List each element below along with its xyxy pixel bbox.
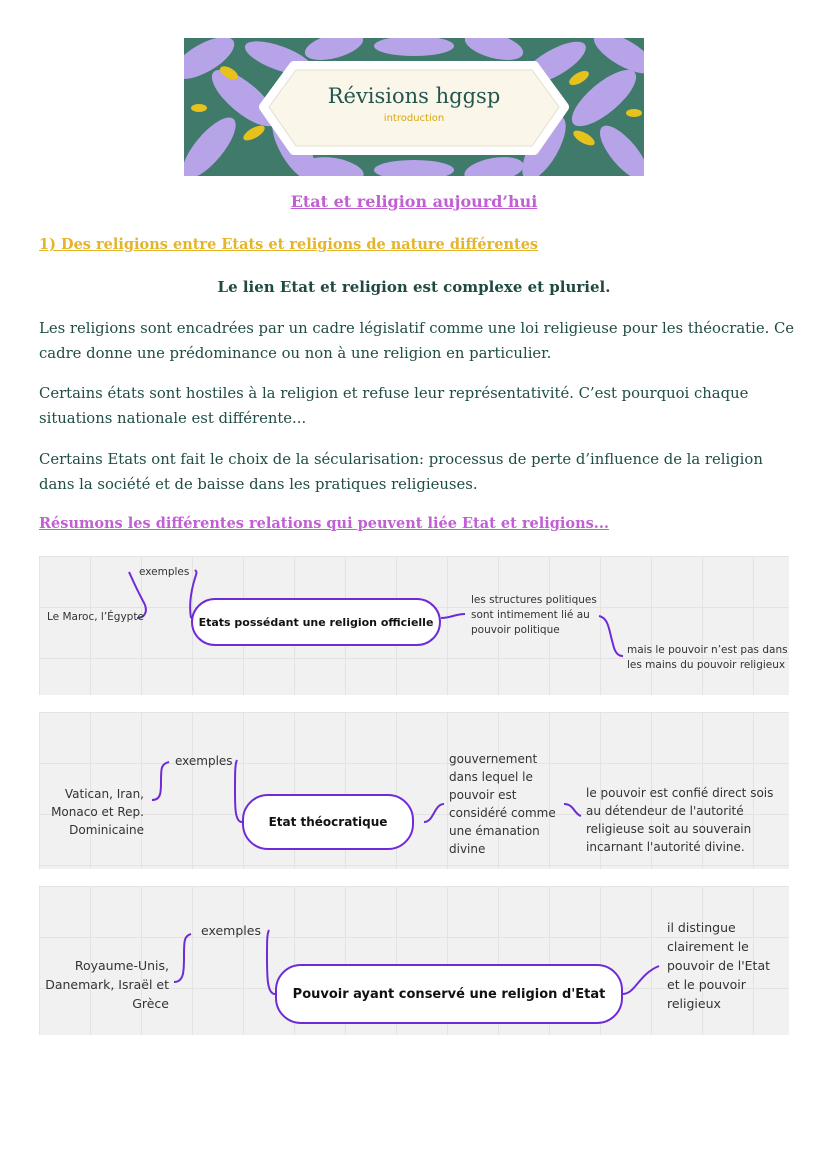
lead-statement: Le lien Etat et religion est complexe et pluriel. <box>217 278 611 296</box>
examples-label: exemples <box>201 923 261 938</box>
banner-subtitle: introduction <box>383 113 445 124</box>
node-state-religion: Pouvoir ayant conservé une religion d'Etat <box>275 964 623 1024</box>
node-theocratic-state: Etat théocratique <box>242 794 414 850</box>
page-title: Etat et religion aujourd’hui <box>290 192 538 211</box>
mindmap-theocratic-state <box>39 712 789 869</box>
mindmap-state-religion <box>39 886 789 1035</box>
examples-list: Le Maroc, l’Égypte <box>47 611 144 623</box>
paragraph: Les religions sont encadrées par un cadre législatif comme une loi religieuse pour les théocratie. Ce cadre donne une prédominance ou non à une religion en particulier. <box>39 320 795 362</box>
paragraph: Certains Etats ont fait le choix de la sécularisation: processus de perte d’influence de la religion dans la société et de baisse dans les pratiques religieuses. <box>39 451 763 493</box>
detail-text: mais le pouvoir n’est pas dans les mains du pouvoir religieux <box>627 644 788 671</box>
mindmap-official-religion <box>39 556 789 695</box>
examples-list: Vatican, Iran, Monaco et Rep. Dominicaine <box>51 787 144 837</box>
examples-label: exemples <box>175 754 233 768</box>
header-banner <box>184 38 644 176</box>
detail-text: il distingue clairement le pouvoir de l'Etat et le pouvoir religieux <box>667 920 771 1011</box>
paragraph: Certains états sont hostiles à la religion et refuse leur représentativité. C’est pourquoi chaque situations nationale est différente... <box>39 385 749 427</box>
examples-label: exemples <box>139 566 190 578</box>
banner-title: Révisions hggsp <box>327 84 501 108</box>
examples-list: Royaume-Unis, Danemark, Israël et Grèce <box>45 958 169 1011</box>
node-official-religion: Etats possédant une religion officielle <box>191 598 441 646</box>
detail-text: les structures politiques sont intimement lié au pouvoir politique <box>471 594 597 636</box>
detail-text: gouvernement dans lequel le pouvoir est considéré comme une émanation divine <box>449 752 556 856</box>
summary-heading: Résumons les différentes relations qui peuvent liée Etat et religions... <box>39 515 609 532</box>
section-heading: 1) Des religions entre Etats et religions de nature différentes <box>39 236 539 253</box>
detail-text: le pouvoir est confié direct sois au détendeur de l'autorité religieuse soit au souverain incarnant l'autorité divine. <box>586 786 774 854</box>
